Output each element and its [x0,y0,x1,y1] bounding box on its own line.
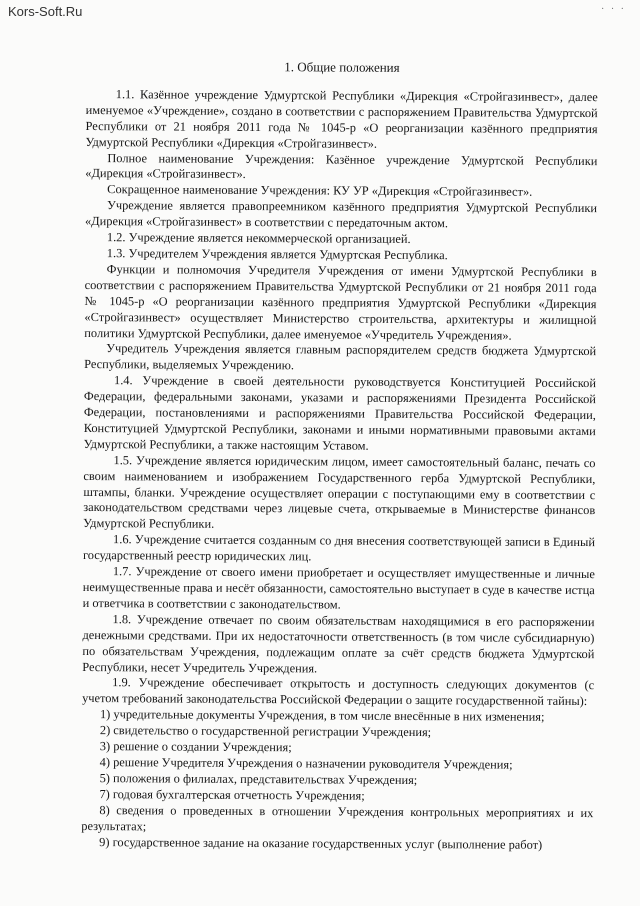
list-item: 5) положения о филиалах, представительствах Учреждения; [99,770,418,787]
list-item: 1) учредительные документы Учреждения, в том числе внесённые в них изменения; [99,707,545,725]
paragraph: 1.8. Учреждение отвечает по своим обязательствам находящимися в его распоряжении денежными средствами. При их недостаточности ответственность (в том числе субсидиарную) по обязательствам Учреждения, подлежащим оплате за счёт средств бюджета Удмуртской Республики, несет Учредитель Учреждения. [82,611,595,675]
list-item: 4) решение Учредителя Учреждения о назначении руководителя Учреждения; [99,755,513,772]
paragraph: 1.1. Казённое учреждение Удмуртской Республики «Дирекция «Стройгазинвест», далее именуемое «Учреждение», создано в соответствии с распоряжением Правительства Удмуртской Республики от 21 ноября 2011 года № 1045-р «О реорганизации казённого предприятия Удмуртской Республики «Дирекция «Стройгазинвест». [85,87,598,151]
list-item: 8) сведения о проведенных в отношении Учреждения контрольных мероприятиях и их результатах; [81,802,594,833]
document-page [81,58,598,854]
paragraph: 1.3. Учредителем Учреждения является Удмуртская Республика. [106,246,448,263]
paragraph: 1.4. Учреждение в своей деятельности руководствуется Конституцией Российской Федерации, федеральными законами, указами и распоряжениями Президента Российской Федерации, постановлениями и распоряжениями Правительства Российской Федерации, Конституцией Удмуртской Республики, законами и иными нормативными правовыми актами Удмуртской Республики, а также настоящим Уставом. [83,373,597,453]
list-item: 2) свидетельство о государственной регистрации Учреждения; [99,723,432,740]
section-heading: 1. Общие положения [284,59,400,75]
watermark: Kors-Soft.Ru [8,4,83,19]
paragraph: Функции и полномочия Учредителя Учреждения от имени Удмуртской Республики в соответствии с распоряжением Правительства Удмуртской Республики от 21 ноября 2011 года № 1045-р «О реорганизации казённого предприятия Удмуртской Республики «Дирекция «Стройгазинвест» осуществляет Министерство строительства, архитектуры и жилищной политики Удмуртской Республики, далее именуемое «Учредитель Учреждения». [84,262,597,343]
paragraph: Полное наименование Учреждения: Казённое учреждение Удмуртской Республики «Дирекция «Стройгазинвест». [85,150,598,182]
list-item: 7) годовая бухгалтерская отчетность Учреждения; [99,786,365,803]
page-corner-marks: · · · [601,4,626,15]
paragraph: 1.7. Учреждение от своего имени приобретает и осуществляет имущественные и личные неимущественные права и несёт обязанности, самостоятельно выступает в суде в качестве истца и ответчика в соответствии с законодательством. [82,564,595,612]
paragraph: Учреждение является правопреемником казённого предприятия Удмуртской Республики «Дирекция «Стройгазинвест» в соответствии с передаточным актом. [84,198,598,231]
paragraph: 1.9. Учреждение обеспечивает открытость и доступность следующих документов (с учетом требований законодательства Российской Федерации о защите государственной тайны): [82,675,595,709]
paragraph: 1.6. Учреждение считается созданным со дня внесения соответствующей записи в Единый государственный реестр юридических лиц. [82,532,596,564]
list-item: 9) государственное задание на оказание государственных услуг (выполнение работ) [99,834,543,852]
paragraph: 1.2. Учреждение является некоммерческой организацией. [106,230,411,247]
document-list [81,707,594,853]
paragraph: 1.5. Учреждение является юридическим лицом, имеет самостоятельный баланс, печать со своим наименованием и изображением Государственного герба Удмуртской Республики, штампы, бланки. Учреждение осуществляет операции с поступающими ему в соответствии с законодательством средствами через лицевые счета, открываемые в Министерстве финансов Удмуртской Республики. [83,452,596,532]
paragraph: Сокращенное наименование Учреждения: КУ УР «Дирекция «Стройгазинвест». [107,182,533,200]
list-item: 3) решение о создании Учреждения; [99,739,292,755]
paragraph: Учредитель Учреждения является главным распорядителем средств бюджета Удмуртской Республики, выделяемых Учреждению. [84,341,597,373]
